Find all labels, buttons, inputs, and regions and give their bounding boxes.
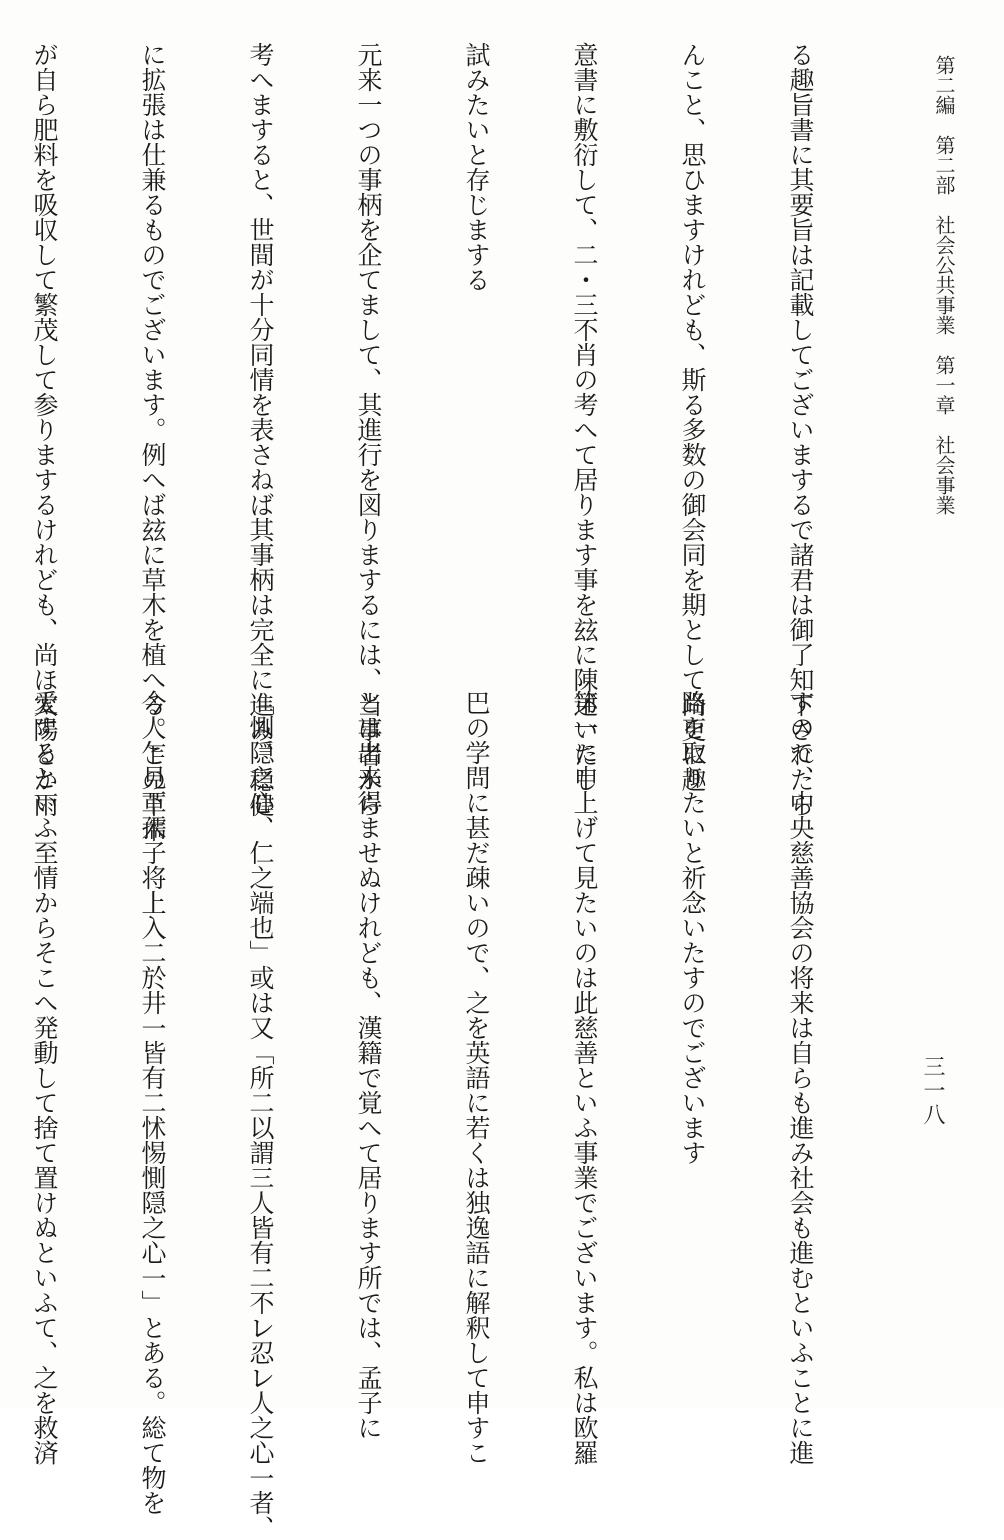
text-column: が自ら肥料を吸収して繁茂して参りまするけれども、尚ほ太陽とか雨	[30, 42, 59, 817]
text-column: 考へますると、世間が十分同情を表さねば其事柄は完全に進み、穏健	[246, 42, 275, 817]
lower-text-block	[30, 690, 890, 1540]
upper-text-block	[30, 42, 890, 842]
page-number: 三一八	[920, 1055, 945, 1127]
text-column: 巴の学問に甚だ疎いので、之を英語に若くは独逸語に解釈して申すこ	[462, 690, 491, 1465]
running-header: 第二編 第二部 社会公共事業 第一章 社会事業	[932, 55, 956, 515]
text-column: 元来一つの事柄を企てまして、其進行を図りまするには、当事者から	[354, 42, 383, 817]
text-column: 愛するといふ至情からそこへ発動して捨て置けぬといふて、之を救済	[30, 690, 59, 1465]
text-column: に拡張は仕兼るものでございます。例へば玆に草木を植へる。この草木	[138, 42, 167, 842]
text-column: 路を取りたいと祈念いたすのでございます	[678, 690, 707, 1165]
text-column: 「惻隠之心、仁之端也」或は又「所㆓以謂㆔人皆有㆓不㆑忍㆑人之心㆒者、	[246, 690, 275, 1540]
text-column: んこと、思ひますけれども、斯る多数の御会同を期として尚更に趣	[678, 42, 707, 792]
text-column: る趣旨書に其要旨は記載してございまするで諸君は御了知下されたら	[786, 42, 815, 817]
text-column: 今人乍見㆘孺子将㆖入㆓於井㆒皆有㆓怵惕惻隠之心㆒」とある。総て物を	[138, 690, 167, 1515]
text-column: 意書に敷衍して、二・三不肖の考へて居ります事を玆に陳述いたし	[570, 42, 599, 792]
text-column: すので、中央慈善協会の将来は自らも進み社会も進むといふことに進	[786, 690, 815, 1465]
text-column: 第一に申上げて見たいのは此慈善といふ事業でございます。私は欧羅	[570, 690, 599, 1465]
text-column: 試みたいと存じまする	[462, 42, 491, 292]
text-column: とは出来得ませぬけれども、漢籍で覚へて居ります所では、孟子に	[354, 690, 383, 1440]
